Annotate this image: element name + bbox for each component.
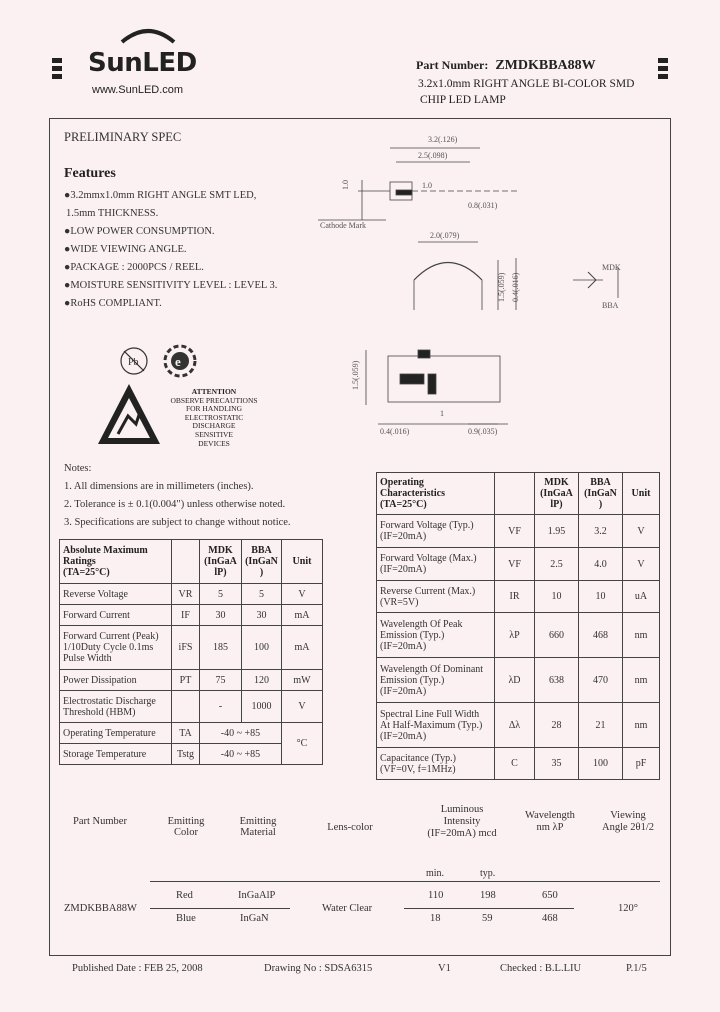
svg-text:0.4(.016): 0.4(.016): [511, 272, 520, 302]
feature-item: ●RoHS COMPLIANT.: [64, 298, 162, 309]
svg-text:e: e: [175, 354, 181, 369]
table-row: Forward Voltage (Max.) (IF=20mA) VF 2.5 4.0 V: [377, 548, 660, 581]
table-row: Reverse Voltage VR 5 5 V: [60, 584, 323, 605]
feature-item: ●MOISTURE SENSITIVITY LEVEL : LEVEL 3.: [64, 280, 278, 291]
svg-text:1.5(.059): 1.5(.059): [351, 360, 360, 390]
divider: [150, 881, 660, 882]
sel-row-min: 18: [430, 913, 441, 924]
table-row: Storage Temperature Tstg -40 ~ +85: [60, 744, 323, 765]
brand-logo: SunLED: [88, 48, 197, 78]
pb-free-icon: [118, 345, 150, 377]
registration-mark: [658, 66, 668, 71]
sel-header-min: min.: [426, 868, 445, 879]
svg-text:Cathode Mark: Cathode Mark: [320, 221, 366, 230]
registration-mark: [658, 74, 668, 79]
rohs-e-icon: [162, 343, 198, 379]
notes-title: Notes:: [64, 463, 92, 474]
svg-text:0.4(.016): 0.4(.016): [380, 427, 410, 436]
drawing-number: Drawing No : SDSA6315: [264, 963, 373, 974]
sel-row-color: Red: [176, 890, 193, 901]
table-row: Wavelength Of Dominant Emission (Typ.) (IF=20mA) λD 638 470 nm: [377, 658, 660, 703]
svg-text:1.0: 1.0: [341, 180, 350, 190]
sel-header-typ: typ.: [480, 868, 496, 879]
operating-characteristics-table: Operating Characteristics (TA=25°C) MDK (InGaA lP) BBA (InGaN ) Unit Forward Voltage (Typ.) (IF=20mA) VF 1.95 3.2 V Forward Voltage (Max.) (IF=20mA) VF 2.5 4.0 V Reverse Current (Max.) (VR=5V) IR 10 10 uA Wavelength Of Peak Emission (Typ.) (IF=20mA) λP 660 468 nm Wavelength Of Dominant Emission (Typ.) (IF=20mA) λD 638 470 nm Spectral Line Full Width At Half-Maximum (Typ.) (IF=20mA) Δλ 28 21 nm Capacitance (Typ.) (VF=0V, f=1MHz) C 35 100 pF: [376, 472, 660, 780]
part-number: ZMDKBBA88W: [495, 58, 596, 73]
page-number: P.1/5: [626, 963, 647, 974]
table-row: Reverse Current (Max.) (VR=5V) IR 10 10 uA: [377, 581, 660, 613]
sel-part-number: ZMDKBBA88W: [64, 903, 137, 914]
spec-title: PRELIMINARY SPEC: [64, 130, 182, 144]
sel-row-typ: 198: [480, 890, 496, 901]
sel-row-typ: 59: [482, 913, 493, 924]
table-row: Operating Temperature TA -40 ~ +85 °C: [60, 723, 323, 744]
features-title: Features: [64, 166, 116, 181]
esd-warning-icon: [96, 382, 162, 448]
table-row: Electrostatic Discharge Threshold (HBM) - 1000 V: [60, 691, 323, 723]
table-row: Wavelength Of Peak Emission (Typ.) (IF=20mA) λP 660 468 nm: [377, 613, 660, 658]
divider: [150, 908, 290, 909]
feature-item: ●3.2mmx1.0mm RIGHT ANGLE SMT LED,: [64, 190, 257, 201]
sel-row-wavelength: 468: [542, 913, 558, 924]
svg-text:2.0(.079): 2.0(.079): [430, 231, 460, 240]
svg-text:1.0: 1.0: [422, 181, 432, 190]
sel-header-wavelength: Wavelength nm λP: [525, 810, 575, 833]
sel-header-material: Emitting Material: [239, 816, 277, 838]
note-item: 2. Tolerance is ± 0.1(0.004") unless otherwise noted.: [64, 499, 286, 510]
svg-text:1.5(.059): 1.5(.059): [497, 272, 506, 302]
svg-text:BBA: BBA: [602, 301, 619, 310]
sel-header-part: Part Number: [73, 816, 127, 827]
sel-row-min: 110: [428, 890, 444, 901]
table-row: Forward Current IF 30 30 mA: [60, 605, 323, 626]
sel-header-lens: Lens-color: [327, 822, 373, 833]
sel-header-intensity: Luminous Intensity (IF=20mA) mcd: [427, 804, 497, 839]
absolute-max-ratings-table: Absolute Maximum Ratings (TA=25°C) MDK (InGaA lP) BBA (InGaN ) Unit Reverse Voltage VR 5 5 V Forward Current IF 30 30 mA Forward Current (Peak) 1/10Duty Cycle 0.1ms Pulse Width iFS 185 100 mA Power Dissipation PT 75 120 mW Electrostatic Discharge Threshold (HBM) - 1000 V Operating Temperature TA -40 ~ +85 °C Storage Temperature Tstg -40 ~ +85: [59, 539, 323, 765]
sel-viewing-angle: 120°: [618, 903, 638, 914]
feature-item: ●LOW POWER CONSUMPTION.: [64, 226, 215, 237]
description-line2: CHIP LED LAMP: [420, 94, 506, 106]
website: www.SunLED.com: [92, 84, 184, 96]
table-row: Power Dissipation PT 75 120 mW: [60, 670, 323, 691]
svg-text:Pb: Pb: [128, 357, 139, 368]
registration-mark: [52, 66, 62, 71]
table-row: Spectral Line Full Width At Half-Maximum (Typ.) (IF=20mA) Δλ 28 21 nm: [377, 703, 660, 748]
note-item: 3. Specifications are subject to change without notice.: [64, 517, 291, 528]
divider: [404, 908, 574, 909]
registration-mark: [52, 58, 62, 63]
checked-by: Checked : B.L.LIU: [500, 963, 582, 974]
feature-item: 1.5mm THICKNESS.: [66, 208, 159, 219]
table-row: Forward Voltage (Typ.) (IF=20mA) VF 1.95 3.2 V: [377, 515, 660, 548]
svg-text:MDK: MDK: [602, 263, 621, 272]
part-number-label: Part Number: ZMDKBBA88W: [416, 58, 596, 73]
sel-row-wavelength: 650: [542, 890, 558, 901]
published-date: Published Date : FEB 25, 2008: [72, 963, 203, 974]
features-list: [64, 187, 314, 313]
registration-mark: [658, 58, 668, 63]
svg-text:0.8(.031): 0.8(.031): [468, 201, 498, 210]
esd-attention-text: ATTENTION OBSERVE PRECAUTIONS FOR HANDLING ELECTROSTATIC DISCHARGE SENSITIVE DEVICES: [170, 387, 258, 448]
table-row: Capacitance (Typ.) (VF=0V, f=1MHz) C 35 100 pF: [377, 748, 660, 780]
sel-header-color: Emitting Color: [167, 816, 205, 838]
table-row: Forward Current (Peak) 1/10Duty Cycle 0.1ms Pulse Width iFS 185 100 mA: [60, 626, 323, 670]
svg-text:3.2(.126): 3.2(.126): [428, 135, 458, 144]
svg-text:0.9(.035): 0.9(.035): [468, 427, 498, 436]
svg-text:2.5(.098): 2.5(.098): [418, 151, 448, 160]
note-item: 1. All dimensions are in millimeters (inches).: [64, 481, 254, 492]
sel-header-angle: Viewing Angle 2θ1/2: [602, 810, 654, 833]
svg-text:1: 1: [440, 409, 444, 418]
logo-arc-icon: [118, 24, 178, 44]
registration-mark: [52, 74, 62, 79]
sel-row-material: InGaAlP: [238, 890, 276, 901]
sel-lens-color: Water Clear: [322, 903, 373, 914]
sel-row-material: InGaN: [240, 913, 269, 924]
feature-item: ●PACKAGE : 2000PCS / REEL.: [64, 262, 204, 273]
feature-item: ●WIDE VIEWING ANGLE.: [64, 244, 187, 255]
version: V1: [438, 963, 451, 974]
description-line1: 3.2x1.0mm RIGHT ANGLE BI-COLOR SMD: [418, 78, 635, 90]
sel-row-color: Blue: [176, 913, 196, 924]
package-dimension-drawing: [318, 130, 658, 440]
